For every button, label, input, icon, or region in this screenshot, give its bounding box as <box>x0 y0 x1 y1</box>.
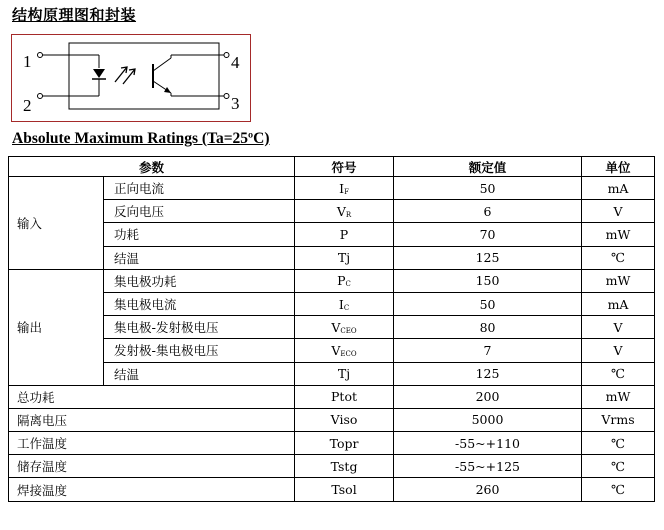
table-row <box>9 339 655 362</box>
unit-cell: ℃ <box>582 432 655 455</box>
table-row <box>9 269 655 292</box>
section-title: 结构原理图和封装 <box>12 6 137 24</box>
symbol-main: Tstg <box>330 458 358 474</box>
param-cell: 焊接温度 <box>9 478 295 501</box>
table-row <box>9 432 655 455</box>
value-cell: 5000 <box>394 408 582 431</box>
value-cell: 150 <box>394 269 582 292</box>
table-row <box>9 316 655 339</box>
group-label-output: 输出 <box>9 269 104 385</box>
symbol-subscript: C <box>343 303 350 312</box>
pin-3-terminal <box>224 94 229 99</box>
symbol-main: Ptot <box>331 389 357 405</box>
symbol-main: P <box>337 273 346 289</box>
param-cell: 结温 <box>104 246 295 269</box>
symbol-main: I <box>339 180 345 196</box>
symbol-main: P <box>339 226 349 242</box>
pin-1-label: 1 <box>23 52 32 71</box>
unit-cell: mW <box>582 385 655 408</box>
symbol-main: V <box>331 342 341 358</box>
symbol-cell <box>295 385 394 408</box>
symbol-subscript: ECO <box>340 349 357 358</box>
package-outline <box>69 43 219 109</box>
table-row <box>9 362 655 385</box>
symbol-cell <box>295 339 394 362</box>
unit-cell: ℃ <box>582 455 655 478</box>
unit-cell: mW <box>582 223 655 246</box>
unit-cell: V <box>582 316 655 339</box>
table-row <box>9 292 655 315</box>
value-cell: -55~+125 <box>394 455 582 478</box>
group-label-input: 输入 <box>9 177 104 270</box>
diagram-border <box>12 35 251 122</box>
value-cell: 7 <box>394 339 582 362</box>
ratings-table <box>8 156 655 502</box>
param-cell: 功耗 <box>104 223 295 246</box>
unit-cell: ℃ <box>582 478 655 501</box>
symbol-main: V <box>336 203 346 219</box>
pin-2-label: 2 <box>23 96 32 115</box>
value-cell: 80 <box>394 316 582 339</box>
light-arrows-icon <box>115 67 135 84</box>
symbol-main: Tj <box>337 250 351 266</box>
symbol-cell <box>295 292 394 315</box>
param-cell: 发射极-集电极电压 <box>104 339 295 362</box>
param-cell: 储存温度 <box>9 455 295 478</box>
param-cell: 工作温度 <box>9 432 295 455</box>
table-row <box>9 478 655 501</box>
pin-1-terminal <box>38 53 43 58</box>
symbol-main: V <box>331 319 341 335</box>
schematic-diagram <box>11 34 251 122</box>
symbol-cell <box>295 432 394 455</box>
table-row <box>9 177 655 200</box>
symbol-subscript: C <box>345 280 351 289</box>
header-symbol: 符号 <box>295 157 394 177</box>
symbol-cell <box>295 223 394 246</box>
param-cell: 集电极电流 <box>104 292 295 315</box>
unit-cell: mA <box>582 177 655 200</box>
value-cell: 6 <box>394 200 582 223</box>
value-cell: 125 <box>394 362 582 385</box>
value-cell: 50 <box>394 292 582 315</box>
table-row <box>9 223 655 246</box>
unit-cell: V <box>582 339 655 362</box>
unit-cell: ℃ <box>582 362 655 385</box>
symbol-cell <box>295 408 394 431</box>
param-cell: 正向电流 <box>104 177 295 200</box>
pin-4-label: 4 <box>231 53 240 72</box>
symbol-cell <box>295 316 394 339</box>
value-cell: 70 <box>394 223 582 246</box>
symbol-cell <box>295 362 394 385</box>
symbol-main: Topr <box>329 435 359 451</box>
table-row <box>9 200 655 223</box>
value-cell: 50 <box>394 177 582 200</box>
value-cell: 125 <box>394 246 582 269</box>
symbol-subscript: R <box>345 210 352 219</box>
unit-cell: mA <box>582 292 655 315</box>
value-cell: 200 <box>394 385 582 408</box>
header-param: 参数 <box>9 157 295 177</box>
pin-2-terminal <box>38 94 43 99</box>
table-header-row <box>9 157 655 177</box>
symbol-cell <box>295 177 394 200</box>
symbol-cell <box>295 269 394 292</box>
table-row <box>9 455 655 478</box>
symbol-main: Tsol <box>331 482 357 498</box>
param-cell: 集电极-发射极电压 <box>104 316 295 339</box>
symbol-main: Viso <box>330 412 358 428</box>
led-diode-symbol <box>93 69 105 78</box>
table-row <box>9 408 655 431</box>
header-rated: 额定值 <box>394 157 582 177</box>
param-cell: 反向电压 <box>104 200 295 223</box>
symbol-cell <box>295 455 394 478</box>
value-cell: 260 <box>394 478 582 501</box>
pin-3-label: 3 <box>231 94 240 113</box>
table-row <box>9 246 655 269</box>
param-cell: 集电极功耗 <box>104 269 295 292</box>
table-row <box>9 385 655 408</box>
value-cell: -55~+110 <box>394 432 582 455</box>
unit-cell: Vrms <box>582 408 655 431</box>
param-cell: 隔离电压 <box>9 408 295 431</box>
param-cell: 结温 <box>104 362 295 385</box>
symbol-subscript: CEO <box>340 326 357 335</box>
symbol-main: I <box>338 296 344 312</box>
param-cell: 总功耗 <box>9 385 295 408</box>
unit-cell: V <box>582 200 655 223</box>
symbol-cell <box>295 478 394 501</box>
symbol-subscript: F <box>344 187 349 196</box>
header-unit: 单位 <box>582 157 655 177</box>
symbol-cell <box>295 200 394 223</box>
unit-cell: ℃ <box>582 246 655 269</box>
symbol-cell <box>295 246 394 269</box>
unit-cell: mW <box>582 269 655 292</box>
pin-4-terminal <box>224 53 229 58</box>
symbol-main: Tj <box>337 366 351 382</box>
ratings-title: Absolute Maximum Ratings (Ta=25ºC) <box>12 130 270 147</box>
